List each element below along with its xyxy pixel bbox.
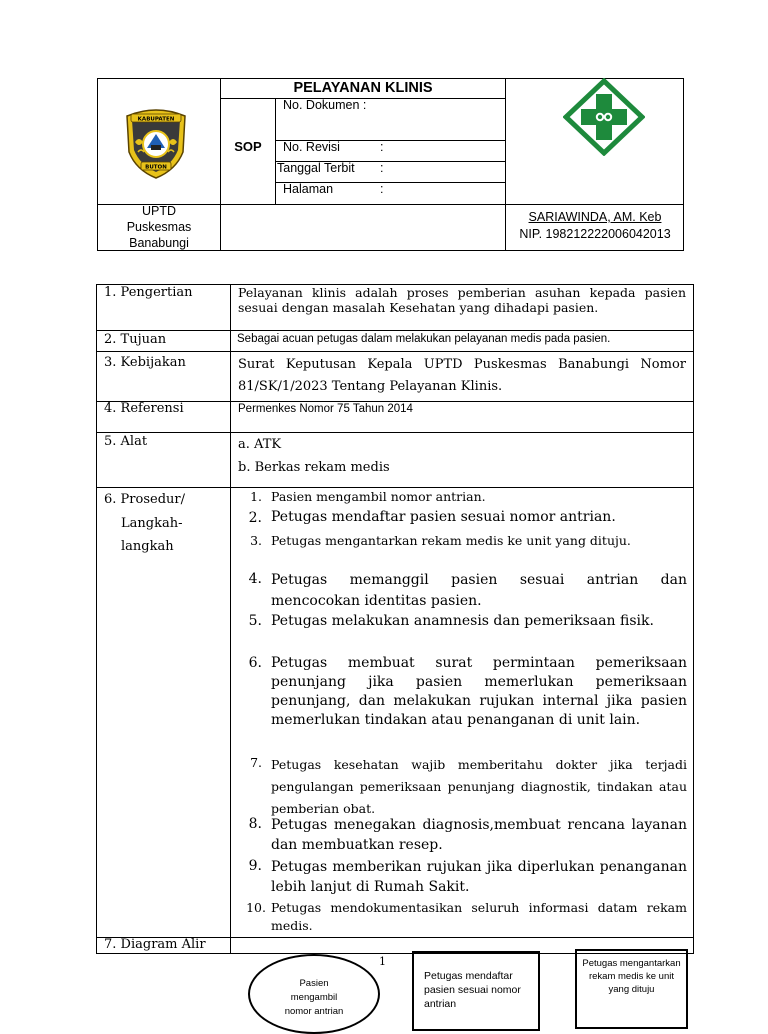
label-kebijakan: 3. Kebijakan [104,355,186,370]
document-title: PELAYANAN KLINIS [293,80,433,96]
svg-text:BUTON: BUTON [145,164,167,171]
step-text: Petugas menegakan diagnosis,membuat rencana layanan dan membuatkan resep. [271,817,687,853]
sop-label: SOP [234,139,262,154]
step-number: 7. [250,755,262,770]
step-text: Petugas mengantarkan rekam medis ke unit yang dituju. [271,533,631,548]
text-pengertian: Pelayanan klinis adalah proses pemberian asuhan kepada pasien sesuai dengan masalah Kesehatan yang dihadapi pasien. [238,285,686,315]
alat-item: a. ATK [238,437,282,452]
unit-name: UPTD Puskesmas Banabungi [126,204,192,250]
label-diagram-alir: 7. Diagram Alir [104,937,206,952]
step-text: Petugas memberikan rujukan jika diperlukan penanganan lebih lanjut di Rumah Sakit. [271,859,687,895]
alat-item: b. Berkas rekam medis [238,460,390,475]
step-number: 1. [250,489,262,504]
step-number: 2. [248,510,262,526]
step-text: Petugas mendokumentasikan seluruh informasi datam rekam medis. [271,900,687,933]
label-pengertian: 1. Pengertian [104,285,193,300]
text-referensi: Permenkes Nomor 75 Tahun 2014 [238,403,413,415]
step-number: 3. [250,533,262,548]
label-alat: 5. Alat [104,434,148,449]
label-prosedur: 6. Prosedur/ Langkah- langkah [104,492,185,554]
step-text: Petugas memanggil pasien sesuai antrian dan mencocokan identitas pasien. [271,572,687,609]
step-number: 10. [246,900,266,915]
field-no-revisi: No. Revisi : [283,140,384,154]
puskesmas-logo [563,78,645,156]
step-number: 9. [248,858,262,874]
label-tujuan: 2. Tujuan [104,332,167,347]
flowchart-page-number: 1 [379,955,386,968]
label-referensi: 4. Referensi [104,401,184,416]
flow-node-register: Petugas mendaftar pasien sesuai nomor antrian [412,951,540,1031]
step-number: 5. [248,613,262,629]
step-text: Petugas mendaftar pasien sesuai nomor antrian. [271,509,616,525]
alat-list [238,433,390,479]
signer-nip: NIP. 198212222006042013 [519,227,671,241]
flow-node-start: Pasien mengambil nomor antrian [248,954,380,1034]
text-tujuan: Sebagai acuan petugas dalam melakukan pelayanan medis pada pasien. [237,333,611,345]
svg-text:KABUPATEN: KABUPATEN [137,116,175,123]
step-number: 6. [248,655,262,671]
kabupaten-buton-logo [121,102,191,180]
step-text: Pasien mengambil nomor antrian. [271,489,486,504]
step-number: 8. [248,816,262,832]
step-number: 4. [248,571,262,587]
signer-name: SARIAWINDA, AM. Keb [528,210,662,224]
text-kebijakan: Surat Keputusan Kepala UPTD Puskesmas Banabungi Nomor 81/SK/1/2023 Tentang Pelayanan Klinis. [238,357,686,394]
step-text: Petugas membuat surat permintaan pemeriksaan penunjang jika pasien memerlukan pemeriksaan penunjang, dan melakukan rujukan internal jika pasien memerlukan tindakan atau penanganan di unit lain. [271,655,687,728]
flow-node-deliver-record: Petugas mengantarkan rekam medis ke unit yang dituju [575,949,688,1029]
step-text: Petugas melakukan anamnesis dan pemeriksaan fisik. [271,613,654,629]
step-text: Petugas kesehatan wajib memberitahu dokter jika terjadi pengulangan pemeriksaan penunjang diagnostik, tindakan atau pemberian obat. [271,757,687,816]
field-halaman: Halaman : [283,182,384,196]
field-tanggal-terbit: Tanggal Terbit : [277,161,384,175]
field-no-dokumen: No. Dokumen : [283,98,367,112]
